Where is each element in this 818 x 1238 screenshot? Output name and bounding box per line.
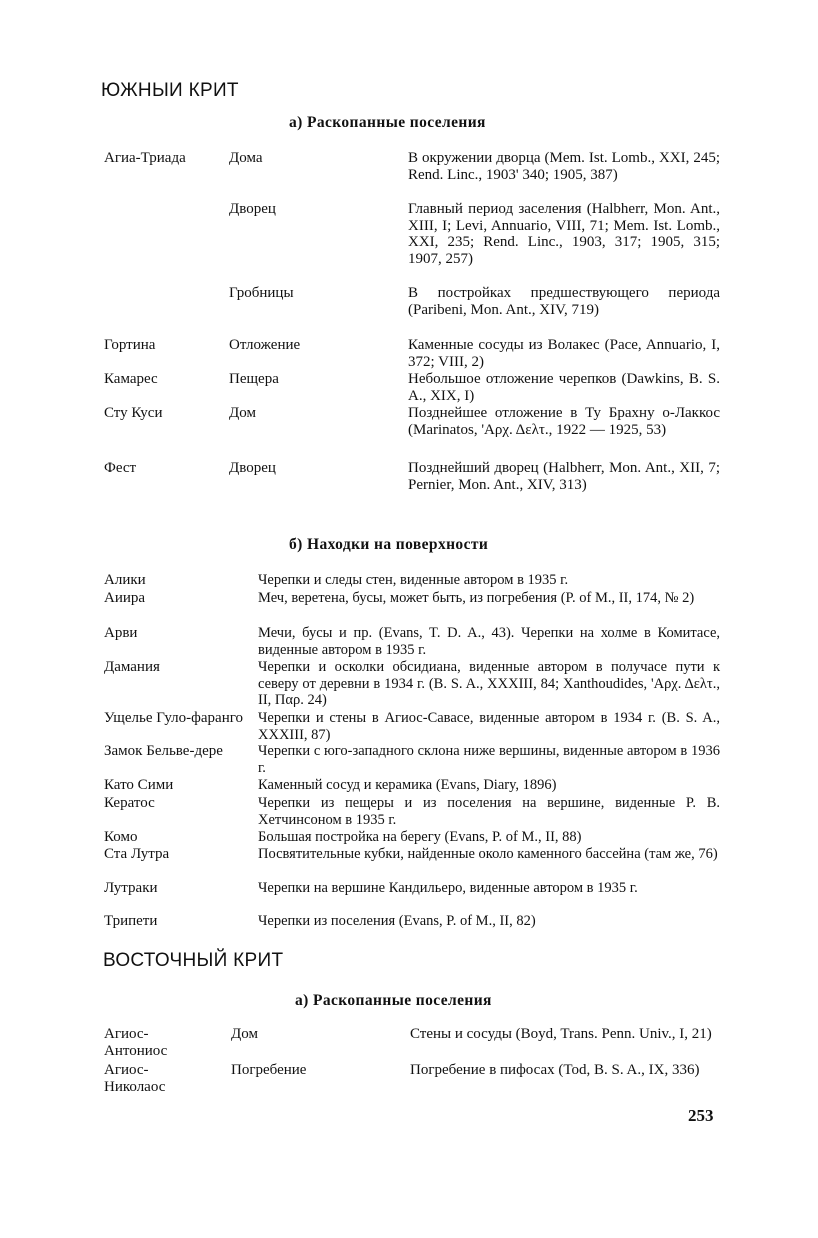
site-type: Дома <box>229 150 263 166</box>
site-reference: Каменный сосуд и керамика (Evans, Diary, 1896) <box>258 777 557 793</box>
site-name: Агиа-Триада <box>104 150 186 166</box>
site-reference: Позднейший дворец (Halbherr, Mon. Ant., XII, 7; Pernier, Mon. Ant., XIV, 313) <box>408 460 720 493</box>
site-name: Лутраки <box>104 880 158 896</box>
site-name: Аиира <box>104 590 146 606</box>
site-reference: Погребение в пифосах (Tod, B. S. A., IX, 336) <box>410 1062 700 1078</box>
subheading-south-surface: б) Находки на поверхности <box>289 536 489 553</box>
site-type: Гробницы <box>229 285 294 301</box>
site-reference: Посвятительные кубки, найденные около каменного бассейна (там же, 76) <box>258 846 718 862</box>
site-type: Погребение <box>231 1062 307 1078</box>
site-type: Дворец <box>229 460 276 476</box>
site-reference: Черепки на вершине Кандильеро, виденные автором в 1935 г. <box>258 880 638 896</box>
site-reference: Главный период заселения (Halbherr, Mon. Ant., XIII, I; Levi, Annuario, VIII, 71; Mem. Ist. Lomb., XXI, 235; Rend. Linc., 1903, 317; 1905, 315; 1907, 257) <box>408 201 720 267</box>
site-name: Замок Бельве-дере <box>104 743 223 759</box>
site-type: Пещера <box>229 371 279 387</box>
site-name: Трипети <box>104 913 158 929</box>
site-name: Арви <box>104 625 138 641</box>
site-reference: В постройках предшествующего периода (Paribeni, Mon. Ant., XIV, 719) <box>408 285 720 318</box>
site-type: Отложение <box>229 337 301 353</box>
site-name: Камарес <box>104 371 158 387</box>
site-reference: Большая постройка на берегу (Evans, P. of M., II, 88) <box>258 829 582 845</box>
site-name: Ста Лутра <box>104 846 170 862</box>
site-name: Фест <box>104 460 137 476</box>
site-reference: Мечи, бусы и пр. (Evans, T. D. A., 43). Черепки на холме в Комитасе, виденные автором в 1935 г. <box>258 625 720 658</box>
site-type: Дом <box>231 1026 258 1042</box>
site-name: Агиос-Антониос <box>104 1026 168 1059</box>
site-type: Дворец <box>229 201 276 217</box>
site-name: Кератос <box>104 795 155 811</box>
site-reference: Черепки из пещеры и из поселения на вершине, виденные P. B. Хетчинсоном в 1935 г. <box>258 795 720 828</box>
site-name: Сту Куси <box>104 405 163 421</box>
site-name: Като Сими <box>104 777 174 793</box>
site-reference: Черепки и стены в Агиос-Савасе, виденные автором в 1934 г. (B. S. A., XXXIII, 87) <box>258 710 720 743</box>
site-reference: В окружении дворца (Mem. Ist. Lomb., XXI, 245; Rend. Linc., 1903' 340; 1905, 387) <box>408 150 720 183</box>
site-reference: Небольшое отложение черепков (Dawkins, B. S. A., XIX, I) <box>408 371 720 404</box>
site-reference: Черепки и следы стен, виденные автором в 1935 г. <box>258 572 569 588</box>
site-type: Дом <box>229 405 256 421</box>
section-heading-south: ЮЖНЫИ КРИТ <box>101 80 239 101</box>
section-heading-east: ВОСТОЧНЫЙ КРИТ <box>103 950 284 971</box>
site-name: Гортина <box>104 337 156 353</box>
site-name: Комо <box>104 829 138 845</box>
site-reference: Черепки из поселения (Evans, P. of M., II, 82) <box>258 913 536 929</box>
subheading-south-excavated: а) Раскопанные поселения <box>289 114 486 131</box>
site-reference: Позднейшее отложение в Ту Брахну о-Лаккос (Marinatos, 'Αρχ. Δελτ., 1922 — 1925, 53) <box>408 405 720 438</box>
site-reference: Черепки с юго-западного склона ниже вершины, виденные автором в 1936 г. <box>258 743 720 776</box>
site-reference: Меч, веретена, бусы, может быть, из погребения (P. of M., II, 174, № 2) <box>258 590 695 606</box>
site-name: Ущелье Гуло-фаранго <box>104 710 244 726</box>
site-reference: Черепки и осколки обсидиана, виденные автором в получасе пути к северу от деревни в 1934 г. (B. S. A., XXXIII, 84; Xanthoudides, 'Αρχ. Δελτ., II, Παρ. 24) <box>258 659 720 708</box>
site-reference: Каменные сосуды из Волакес (Pace, Annuario, I, 372; VIII, 2) <box>408 337 720 370</box>
site-reference: Стены и сосуды (Boyd, Trans. Penn. Univ., I, 21) <box>410 1026 712 1042</box>
site-name: Агиос-Николаос <box>104 1062 166 1095</box>
subheading-east-excavated: а) Раскопанные поселения <box>295 992 492 1009</box>
site-name: Дамания <box>104 659 160 675</box>
site-name: Алики <box>104 572 146 588</box>
page-number: 253 <box>688 1106 714 1125</box>
